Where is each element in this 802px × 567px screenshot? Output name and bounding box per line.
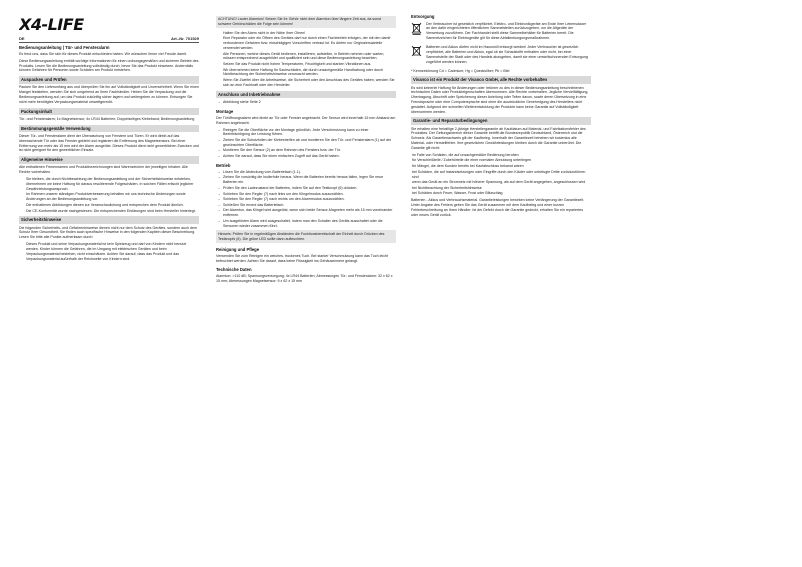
disposal-marks: * Kennzeichnung Cd = Cadmium; Hg = Quecksilber; Pb = Blei [411,68,510,73]
warranty-end-text: Batterien - Akkus und Verbrauchsmaterial. Garantieleistungen bewirken keine Verlängerung der Garantiezeit. Unter Angabe des Fehlers geben Sie das Gerät zusammen mit dem Kaufbeleg und einer kurzen Fehlerbeschreibung an Ihren Händler. Ist der Defekt durch die Garantie gedeckt, erhalten Sie ein repariertes oder neues Gerät zurück. [411,198,585,217]
list-item: bei Schäden, die auf Instandsetzungen oder Eingriffe durch den Käufer oder unbefugte Dritte zurückzuführen sind [412,169,586,179]
list-item: für Verschleißteile / Zubehörteile die einer normalen Abnutzung unterliegen [412,158,532,163]
battery-disposal-block [411,45,591,66]
warranty-list [411,153,591,196]
list-item: → Lösen Sie die Abdeckung vom Batteriefach (1.1). [223,170,396,175]
list-item: • Halten Sie den Alarm nicht in der Nähe Ihrer Ohren! [223,31,396,36]
unpack-text: Packen Sie den Lieferumfang aus und überprüfen Sie ihn auf Vollständigkeit und Unversehrtheit. Wenn Sie einen Mangel feststellen, wenden Sie sich umgehend an Ihren Fachhändler. Heben Sie die Verpackung und die Bedienungsanleitung auf, um das Produkt zukünftig sicher lagern und weitergeben zu können. Entsorgen Sie nicht mehr benötigtes Verpackungsmaterial umweltgerecht. [19,85,199,104]
safety-heading: Sicherheitshinweise [19,216,199,224]
care-text: Verwenden Sie zum Reinigen ein weiches, trockenes Tuch. Bei starker Verschmutzung kann das Tuch leicht befeuchtet werden. Achten Sie darauf, dass keine Flüssigkeit ins Gehäuseinnere gelangt. [216,253,388,263]
general-heading: Allgemeine Hinweise [19,156,199,164]
brand-logo: X4-LIFE [19,15,84,34]
vivanco-text: Es wird keinerlei Haftung für Änderungen oder Irrtümer zu des in dieser Bedienungsanleitung beschriebenen technischen Daten oder Produkteigenschaften übernommen. Alle Rechte vorbehalten. Jegliche Vervielfältigung, Übertragung, Abschrift oder Speicherung dieser Anleitung oder Teilen davon, sowie deren Übersetzung in eine Fremdsprache oder eine Computersprache sind ohne die ausdrückliche Genehmigung des Herstellers nicht gestattet. Aufgrund der schnellen Weiterentwicklung der Produkte kann keine Garantie auf Vollständigkeit übernommen werden. [411,85,589,114]
column-de-2 [216,14,396,565]
use-text: Dieser Tür- und Fensteralarm dient der Überwachung von Fenstern und Türen. Er wird direkt auf das überwachende Tür oder das Fenster geklebt und registriert die Entfernung des Magnetsensors. Bei einer Entfernung von mehr als 15 mm wird der Alarm ausgelöst. Dieses Produkt dient nicht gewerblichen Zwecken und ist nicht geeignet für den gewerblichen Einsatz. [19,133,199,153]
article-number: Art.-Nr. 701529 [170,36,199,42]
list-item: → Um ausgelösten Alarm wird ausgeschaltet, indem man den Schalter des Geräts ausschaltet oder die Sensoren wieder zusammen führt. [223,219,396,229]
list-item: • Wenn Sie Zweifel über die Arbeitsweise, die Sicherheit oder den Anschluss des Gerätes haben, wenden Sie sich an eine Fachkraft oder den Hersteller. [223,78,396,88]
intro-text: Es freut uns, dass Sie sich für dieses Produkt entschieden haben. Wir wünschen Ihnen viel Freude damit. [19,51,187,56]
column-de-3 [411,14,591,565]
list-item: → Achten Sie darauf, dass Sie einen einfachen Zugriff auf das Gerät haben. [223,154,396,159]
header-line [19,36,199,42]
note-box: Hinweis: Prüfen Sie in regelmäßigen Abständen die Funktionsbereitschaft der Einheit durch Drücken des Testknopfs (6). Die grüne LED sollte dann aufleuchten. [216,230,396,242]
tech-heading: Technische Daten [216,267,252,273]
list-item: → Schieben Sie den Regler (7) nach rechts um den Alarmmodus auszuwählen. [223,197,396,202]
list-item: bei Schäden durch Feuer, Wasser, Frost oder Blitzschlag [412,191,503,196]
list-item: • Die enthaltenen Abbildungen dienen zur Veranschaulichung und entsprechen dem Produkt ähnlich. [26,203,199,208]
language-code: DE [19,36,25,42]
manual-title: Bedienungsanleitung | Tür- und Fensteralarm [19,44,110,50]
disposal-pack-text: Der Verbraucher ist gesetzlich verpflichtet, Elektro- und Elektronikgeräte am Ende ihrer Lebensdauer an den dafür eingerichteten öffentlichen Sammelstellen zurückzugeben, um die Altgeräte der Verwertung zuzuführen. Der Fachhandel stellt diese Sammelbehälter für Batterien bereit. Die Sammelzeichen für Elektrogeräte gilt für diese Abfallentsorgungsmaßnahmen. [426,21,587,41]
use-heading: Bestimmungsgemäße Verwendung [19,125,199,133]
list-item: • Im Rahmen unserer ständigen Produktverbesserung behalten wir uns technische Änderungen sowie Änderungen an der Bedienungsanleitung vor. [26,192,199,202]
safety-text: Die folgenden Sicherheits- und Gefahrenhinweise dienen nicht nur dem Schutz des Gerätes, sondern auch dem Schutz Ihrer Gesundheit. Sie finden auch spezifische Hinweise in den folgenden Kapiteln dieser Beschreibung. Lesen Sie bitte alle Punkte aufmerksam durch: [19,225,197,240]
operation-heading: Betrieb [216,162,231,168]
general-text: Alle enthaltenen Firmennamen und Produktbezeichnungen sind Warenzeichen der jeweiligen Inhaber. Alle Rechte vorbehalten. [19,165,188,175]
list-item: → Ziehen Sie die Schutzfolien der Klebestreifen ab und montieren Sie den Tür- und Fensteralarm (1) auf der gewünschten Oberfläche. [223,138,396,148]
list-item: • Dieses Produkt und seine Verpackungsmaterial ist kein Spielzeug und darf von Kindern nicht benutzt werden. Kinder können die Gefahren, die im Umgang mit elektrischen Geräten und beim Verpackungsmaterial bestehen, nicht einschätzen. Achten Sie darauf, dass das Produkt und das Verpackungsmaterial außerhalb der Reichweite von Kindern sind. [26,242,199,261]
scope-text: Tür- und Fensteralarm; 1x Magnetsensor; 4x LR44 Batterien; Doppelseitiges Klebeband; Bedienungsanleitung [19,116,195,121]
mount-heading: Montage [216,108,234,114]
list-item: für Mängel, die dem Kunden bereits bei Kaufabschluss bekannt waren [412,164,524,169]
unpack-heading: Auspacken und Prüfen [19,76,199,84]
list-item: → Prüfen Sie den Ladezustand der Batterien, indem Sie auf den Testknopf (6) drücken. [223,186,396,191]
list-item: • Wir übernehmen keine Haftung für Sachschäden, die durch unsachgemäße Handhabung oder durch Nichtbeachtung der Sicherheitshinweise verursacht werden. [223,68,396,78]
list-item: → Der Alarmton, das Klingel wird ausgelöst, wenn sich beide Sensor-Magneten mehr als 15 mm voneinander entfernen. [223,208,396,218]
list-item: → Schließen Sie erneut das Batteriefach. [223,203,396,208]
column-de-1 [19,14,199,565]
list-item: • Die CE-Konformität wurde nachgewiesen. Die entsprechenden Erklärungen sind beim Hersteller hinterlegt. [26,209,199,214]
crossed-bin-icon [411,45,422,58]
list-item: im Falle von Schäden, die auf unsachgemäßer Bedienung beruhen [412,152,519,157]
operation-list [216,170,396,229]
info-text: Diese Bedienungsanleitung enthält wichtige Informationen für einen ordnungsgemäßen und sicheren Betrieb des Produkts. Lesen Sie die Bedienungsanleitung vollständig durch, bevor Sie das Produkt einsetzen. Andernfalls können Gefahren für Personen sowie Schäden am Produkt entstehen. [19,58,199,73]
mount-list [216,128,396,159]
list-item: • Setzen Sie das Produkt nicht hohen Temperaturen, Feuchtigkeit und starken Vibrationen aus. [223,62,396,67]
parts-list [216,100,396,105]
scope-heading: Packungsinhalt [19,108,199,116]
warning-list [216,31,396,88]
list-item: → Schieben Sie den Regler (7) nach links um den Klingelmodus auszuwählen. [223,192,396,197]
list-item: → Montieren Sie den Sensor (2) an dem Rahmen des Fensters bzw. der Tür. [223,148,396,153]
disposal-heading: Entsorgung [411,14,435,19]
list-item: bei Nichtbeachtung der Sicherheitshinweise [412,185,482,190]
parts-heading: Anschluss und Inbetriebnahme [216,91,396,99]
tech-text: Alarmton: >110 dB; Spannungsversorgung: 4x LR44 Batterien; Abmessungen Tür- und Fensteralarm: 32 x 62 x 15 mm; Abmessungen Magnetsensor: 9 x 62 x 15 mm [216,274,393,284]
general-list [19,177,199,213]
attention-box: ACHTUNG! Lauter Alarmton! Setzen Sie Ihr Gehör nicht dem Alarmton über längere Zeit aus, da sonst schwere Gehörschäden die Folge sein können! [216,16,396,28]
care-heading: Reinigung und Pflege [216,246,260,252]
list-item: • Sie bleiben, die durch Nichtbeachtung der Bedienungsanleitung und der Sicherheitshinweise entstehen, übernehmen wir keine Haftung für daraus resultierende Folgeschäden. In solchen Fällen erlischt jeglicher Gewährleistungsanspruch. [26,177,199,191]
list-item: • Eine Reparatur oder ein Öffnen des Gerätes darf nur durch einen Fachbetrieb erfolgen, der mit den damit verbundenen Gefahren bzw. einschlägigen Vorschriften vertraut ist. Es dürfen nur Originalersatzteile verwendet werden. [223,36,396,50]
list-item: → Ziehen Sie vorsichtig die Isolierfolie heraus. Wenn die Batterien bereits heraus fallen, legen Sie neue Batterien ein. [223,175,396,185]
list-item: → Reinigen Sie die Oberfläche vor der Montage gründlich. Jede Verschmutzung kann zu einer Beeinträchtigung der Leistung führen. [223,128,396,138]
list-item: • Alle Personen, welche dieses Gerät bedienen, installieren, aufstellen, in Betrieb nehmen oder warten, müssen entsprechend ausgebildet und qualifiziert sein und diese Bedienungsanleitung beachten. [223,52,396,62]
weee-block [411,22,591,43]
mount-text: Der Türöffnungsalarm wird direkt an Tür oder Fenster angebracht. Der Sensor wird innerhalb 15 mm Abstand am Rahmen angebracht. [216,115,396,125]
warranty-heading: Garantie- und Reparaturbedingungen [411,117,591,125]
header-logo [19,14,199,35]
list-item: wenn das Gerät an ein Stromnetz mit höherer Spannung, als auf dem Gerät angegeben, angeschlossen wird [412,180,586,185]
disposal-battery-text: Batterien und Akkus dürfen nicht im Hausmüll entsorgt werden! Jeder Verbraucher ist gesetzlich verpflichtet, alle Batterien und Akkus, egal ob sie Schadstoffe enthalten oder nicht, bei einer Sammelstelle der Stadt oder des Handels abzugeben, damit sie einer umweltschonenden Entsorgung zugeführt werden können. [426,45,588,64]
safety-list [19,242,199,261]
warranty-text: Sie erhalten eine freiwillige 2-jährige Herstellergarantie ab Kaufdatum auf Material- und Fabrikationsfehler des Produktes. Der Geltungsbereich dieser Garantie betrifft die Bundesrepublik Deutschland, Österreich und die Schweiz. Als Garantienachweis gilt der Kaufbeleg. Innerhalb der Garantiezeit beheben wir kostenlos alle Material- oder Herstellfehler. Ihre gesetzlichen Gewährleistungen bleiben durch die Garantie unberührt. Die Garantie gilt nicht: [411,126,586,150]
vivanco-heading: Vivanco ist ein Produkt der Vivanco GmbH, alle Rechte vorbehalten [411,76,591,84]
list-item: → Abbildung siehe Seite 2 [223,100,396,105]
crossed-bin-icon [411,22,422,35]
